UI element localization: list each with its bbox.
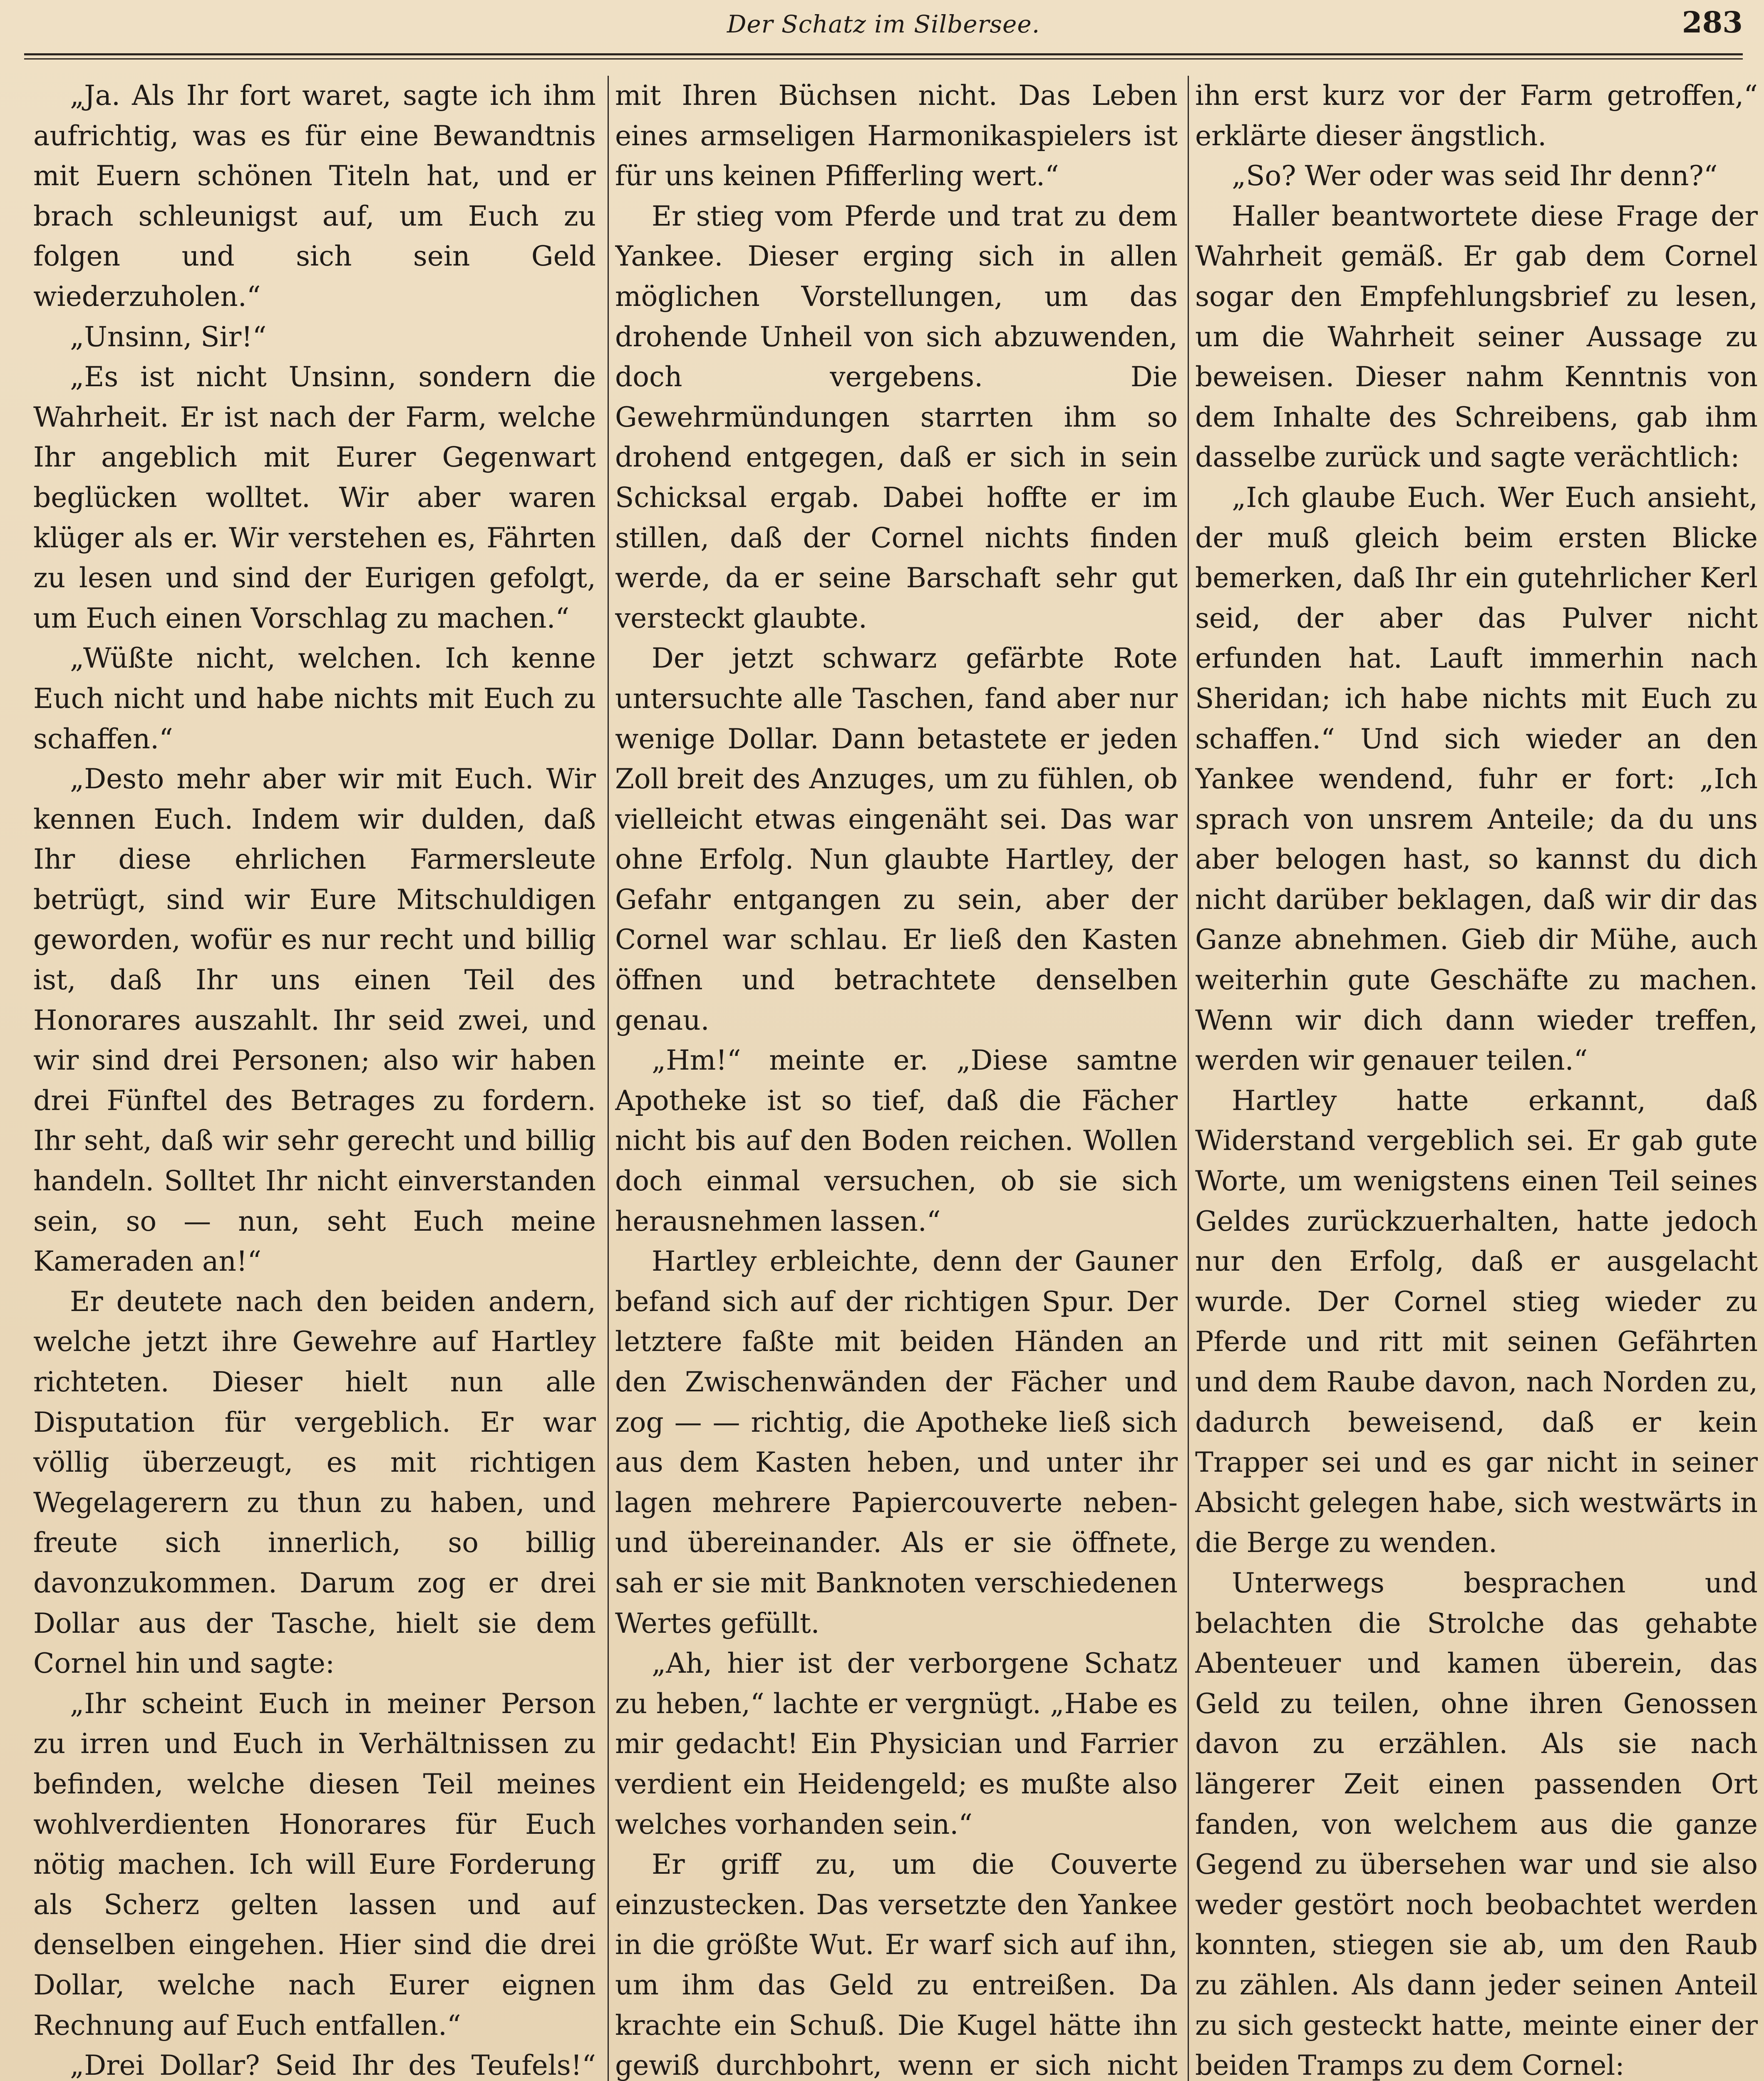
text-column-1	[33, 76, 596, 2081]
paragraph: Hartley erbleichte, denn der Gauner befand sich auf der richtigen Spur. Der letztere faßte mit beiden Händen an den Zwischenwänden der Fächer und zog — — richtig, die Apotheke ließ sich aus dem Kasten heben, und unter ihr lagen mehrere Papiercouverte neben- und übereinander. Als er sie öffnete, sah er sie mit Banknoten verschiedenen Wertes gefüllt.	[615, 1245, 1178, 1639]
page-number: 283	[1682, 5, 1743, 40]
paragraph: „Ich glaube Euch. Wer Euch ansieht, der muß gleich beim ersten Blicke bemerken, daß Ihr ein gutehrlicher Kerl seid, der aber das Pulver nicht erfunden hat. Lauft immerhin nach Sheridan; ich habe nichts mit Euch zu schaffen.“ Und sich wieder an den Yankee wendend, fuhr er fort: „Ich sprach von unsrem Anteile; da du uns aber belogen hast, so kannst du dich nicht darüber beklagen, daß wir dir das Ganze abnehmen. Gieb dir Mühe, auch weiterhin gute Geschäfte zu machen. Wenn wir dich dann wieder treffen, werden wir genauer teilen.“	[1195, 481, 1758, 1077]
paragraph: Haller beantwortete diese Frage der Wahrheit gemäß. Er gab dem Cornel sogar den Empfehlungsbrief zu lesen, um die Wahrheit seiner Aussage zu beweisen. Dieser nahm Kenntnis von dem Inhalte des Schreibens, gab ihm dasselbe zurück und sagte verächtlich:	[1195, 200, 1758, 474]
paragraph: „Wüßte nicht, welchen. Ich kenne Euch nicht und habe nichts mit Euch zu schaffen.“	[33, 642, 596, 755]
paragraph: Hartley hatte erkannt, daß Widerstand vergeblich sei. Er gab gute Worte, um wenigstens einen Teil seines Geldes zurückzuerhalten, hatte jedoch nur den Erfolg, daß er ausgelacht wurde. Der Cornel stieg wieder zu Pferde und ritt mit seinen Gefährten und dem Raube davon, nach Norden zu, dadurch beweisend, daß er kein Trapper sei und es gar nicht in seiner Absicht gelegen habe, sich westwärts in die Berge zu wenden.	[1195, 1084, 1758, 1559]
text-column-3	[1195, 76, 1758, 2081]
paragraph: Unterwegs besprachen und belachten die Strolche das gehabte Abenteuer und kamen überein, das Geld zu teilen, ohne ihren Genossen davon zu erzählen. Als sie nach längerer Zeit einen passenden Ort fanden, von welchem aus die ganze Gegend zu übersehen war und sie also weder gestört noch beobachtet werden konnten, stiegen sie ab, um den Raub zu zählen. Als dann jeder seinen Anteil zu sich gesteckt hatte, meinte einer der beiden Tramps zu dem Cornel:	[1195, 1567, 1758, 2081]
running-title: Der Schatz im Silbersee.	[727, 10, 1040, 38]
paragraph: Er griff zu, um die Couverte einzustecken. Das versetzte den Yankee in die größte Wut. Er warf sich auf ihn, um ihm das Geld zu entreißen. Da krachte ein Schuß. Die Kugel hätte ihn gewiß durchbohrt, wenn er sich nicht	[615, 1848, 1178, 2081]
page-header	[24, 0, 1743, 49]
paragraph: Er deutete nach den beiden andern, welche jetzt ihre Gewehre auf Hartley richteten. Dieser hielt nun alle Disputation für vergeblich. Er war völlig überzeugt, es mit richtigen Wegelagerern zu thun zu haben, und freute sich innerlich, so billig davonzukommen. Darum zog er drei Dollar aus der Tasche, hielt sie dem Cornel hin und sagte:	[33, 1285, 596, 1680]
header-rule-thin	[24, 58, 1743, 60]
column-divider	[1188, 76, 1189, 2081]
paragraph: „So? Wer oder was seid Ihr denn?“	[1232, 160, 1718, 192]
column-divider	[608, 76, 609, 2081]
text-column-2	[615, 76, 1178, 2081]
paragraph: „Desto mehr aber wir mit Euch. Wir kennen Euch. Indem wir dulden, daß Ihr diese ehrlichen Farmersleute betrügt, sind wir Eure Mitschuldigen geworden, wofür es nur recht und billig ist, daß Ihr uns einen Teil des Honorares auszahlt. Ihr seid zwei, und wir sind drei Personen; also wir haben drei Fünftel des Betrages zu fordern. Ihr seht, daß wir sehr gerecht und billig handeln. Solltet Ihr nicht einverstanden sein, so — nun, seht Euch meine Kameraden an!“	[33, 763, 596, 1278]
paragraph: Der jetzt schwarz gefärbte Rote untersuchte alle Taschen, fand aber nur wenige Dollar. Dann betastete er jeden Zoll breit des Anzuges, um zu fühlen, ob vielleicht etwas eingenäht sei. Das war ohne Erfolg. Nun glaubte Hartley, der Gefahr entgangen zu sein, aber der Cornel war schlau. Er ließ den Kasten öffnen und betrachtete denselben genau.	[615, 642, 1178, 1036]
paragraph-continued: mit Ihren Büchsen nicht. Das Leben eines armseligen Harmonikaspielers ist für uns keinen Pfifferling wert.“	[615, 79, 1178, 192]
paragraph: „Ihr scheint Euch in meiner Person zu irren und Euch in Verhältnissen zu befinden, welche diesen Teil meines wohlverdienten Honorares für Euch nötig machen. Ich will Eure Forderung als Scherz gelten lassen und auf denselben eingehen. Hier sind die drei Dollar, welche nach Eurer eignen Rechnung auf Euch entfallen.“	[33, 1687, 596, 2041]
paragraph: „Unsinn, Sir!“	[70, 320, 267, 353]
paragraph: „Ja. Als Ihr fort waret, sagte ich ihm aufrichtig, was es für eine Bewandtnis mit Euern schönen Titeln hat, und er brach schleunigst auf, um Euch zu folgen und sich sein Geld wiederzuholen.“	[33, 79, 596, 313]
header-rule	[24, 53, 1743, 55]
paragraph: „Hm!“ meinte er. „Diese samtne Apotheke ist so tief, daß die Fächer nicht bis auf den Boden reichen. Wollen doch einmal versuchen, ob sie sich herausnehmen lassen.“	[615, 1044, 1178, 1237]
paragraph: Er stieg vom Pferde und trat zu dem Yankee. Dieser erging sich in allen möglichen Vorstellungen, um das drohende Unheil von sich abzuwenden, doch vergebens. Die Gewehrmündungen starrten ihm so drohend entgegen, daß er sich in sein Schicksal ergab. Dabei hoffte er im stillen, daß der Cornel nichts finden werde, da er seine Barschaft sehr gut versteckt glaubte.	[615, 200, 1178, 634]
paragraph: „Drei Dollar? Seid Ihr des Teufels!“	[70, 2049, 596, 2081]
paragraph-continued: ihn erst kurz vor der Farm getroffen,“ erklärte dieser ängstlich.	[1195, 79, 1758, 152]
paragraph: „Ah, hier ist der verborgene Schatz zu heben,“ lachte er vergnügt. „Habe es mir gedacht! Ein Physician und Farrier verdient ein Heidengeld; es mußte also welches vorhanden sein.“	[615, 1647, 1178, 1840]
paragraph: „Es ist nicht Unsinn, sondern die Wahrheit. Er ist nach der Farm, welche Ihr angeblich mit Eurer Gegenwart beglücken wolltet. Wir aber waren klüger als er. Wir verstehen es, Fährten zu lesen und sind der Eurigen gefolgt, um Euch einen Vorschlag zu machen.“	[33, 361, 596, 634]
